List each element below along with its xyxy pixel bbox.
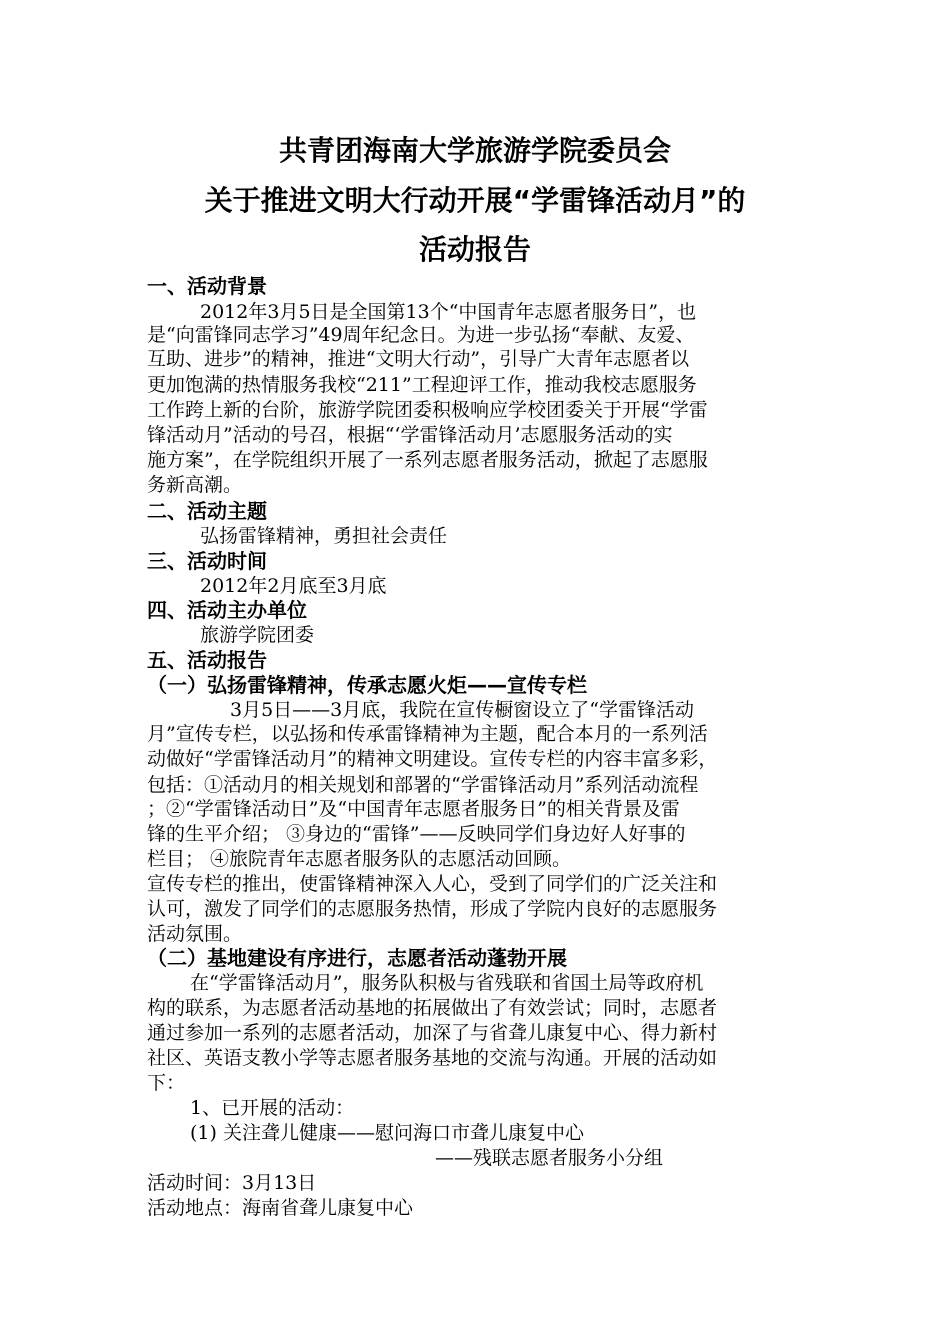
paragraph-line: 在“学雷锋活动月”，服务队积极与省残联和省国土局等政府机 (190, 972, 704, 994)
paragraph-line: 活动氛围。 (147, 923, 243, 945)
list-heading: 1、已开展的活动： (190, 1097, 355, 1119)
paragraph-line: 更加饱满的热情服务我校“211”工程迎评工作，推动我校志愿服务 (147, 374, 697, 396)
list-item: (1) 关注聋儿健康——慰问海口市聋儿康复中心 (190, 1122, 584, 1144)
time-text: 2012年2月底至3月底 (200, 575, 387, 597)
paragraph-line: 通过参加一系列的志愿者活动，加深了与省聋儿康复中心、得力新村 (147, 1022, 718, 1044)
paragraph-line: 认可，激发了同学们的志愿服务热情，形成了学院内良好的志愿服务 (147, 898, 718, 920)
paragraph-line: ；②“学雷锋活动日”及“中国青年志愿者服务日”的相关背景及雷 (147, 798, 680, 820)
paragraph-line: 动做好“学雷锋活动月”的精神文明建设。宣传专栏的内容丰富多彩， (147, 748, 718, 770)
paragraph-line: 社区、英语支教小学等志愿者服务基地的交流与沟通。开展的活动如 (147, 1047, 718, 1069)
section-heading-report: 五、活动报告 (147, 648, 267, 672)
paragraph-line: 包括：①活动月的相关规划和部署的“学雷锋活动月”系列活动流程 (147, 774, 699, 796)
paragraph-line: 锋的生平介绍； ③身边的“雷锋”——反映同学们身边好人好事的 (147, 823, 686, 845)
paragraph-line: 互助、进步”的精神，推进“文明大行动”，引导广大青年志愿者以 (147, 348, 690, 370)
activity-time: 活动时间：3月13日 (147, 1172, 317, 1194)
paragraph-line: 下： (147, 1072, 186, 1094)
theme-text: 弘扬雷锋精神，勇担社会责任 (200, 525, 448, 547)
section-heading-theme: 二、活动主题 (147, 499, 267, 523)
paragraph-line: 锋活动月”活动的号召，根据“‘学雷锋活动月’志愿服务活动的实 (147, 424, 673, 446)
paragraph-line: 月”宣传专栏，以弘扬和传承雷锋精神为主题，配合本月的一系列活 (147, 723, 708, 745)
paragraph-line: 2012年3月5日是全国第13个“中国青年志愿者服务日”，也 (200, 301, 697, 323)
subsection-heading-2: （二）基地建设有序进行，志愿者活动蓬勃开展 (147, 946, 567, 970)
paragraph-line: 宣传专栏的推出，使雷锋精神深入人心，受到了同学们的广泛关注和 (147, 873, 718, 895)
list-item-subtitle: ——残联志愿者服务小分组 (435, 1147, 664, 1169)
organizer-text: 旅游学院团委 (200, 624, 315, 646)
paragraph-line: 施方案”，在学院组织开展了一系列志愿者服务活动，掀起了志愿服 (147, 449, 708, 471)
doc-title-line-2: 关于推进文明大行动开展“学雷锋活动月”的 (204, 184, 746, 217)
paragraph-line: 务新高潮。 (147, 474, 243, 496)
paragraph-line: 工作跨上新的台阶，旅游学院团委积极响应学校团委关于开展“学雷 (147, 399, 708, 421)
subsection-heading-1: （一）弘扬雷锋精神，传承志愿火炬——宣传专栏 (147, 673, 587, 697)
doc-title-line-1: 共青团海南大学旅游学院委员会 (278, 134, 671, 167)
section-heading-background: 一、活动背景 (147, 274, 267, 298)
paragraph-line: 栏目； ④旅院青年志愿者服务队的志愿活动回顾。 (147, 848, 572, 870)
paragraph-line: 是“向雷锋同志学习”49周年纪念日。为进一步弘扬“奉献、友爱、 (147, 324, 695, 346)
activity-location: 活动地点：海南省聋儿康复中心 (147, 1197, 414, 1219)
section-heading-organizer: 四、活动主办单位 (147, 598, 307, 622)
paragraph-line: 3月5日——3月底，我院在宣传橱窗设立了“学雷锋活动 (230, 699, 694, 721)
section-heading-time: 三、活动时间 (147, 549, 267, 573)
paragraph-line: 构的联系，为志愿者活动基地的拓展做出了有效尝试；同时，志愿者 (147, 997, 718, 1019)
doc-title-line-3: 活动报告 (418, 233, 531, 266)
